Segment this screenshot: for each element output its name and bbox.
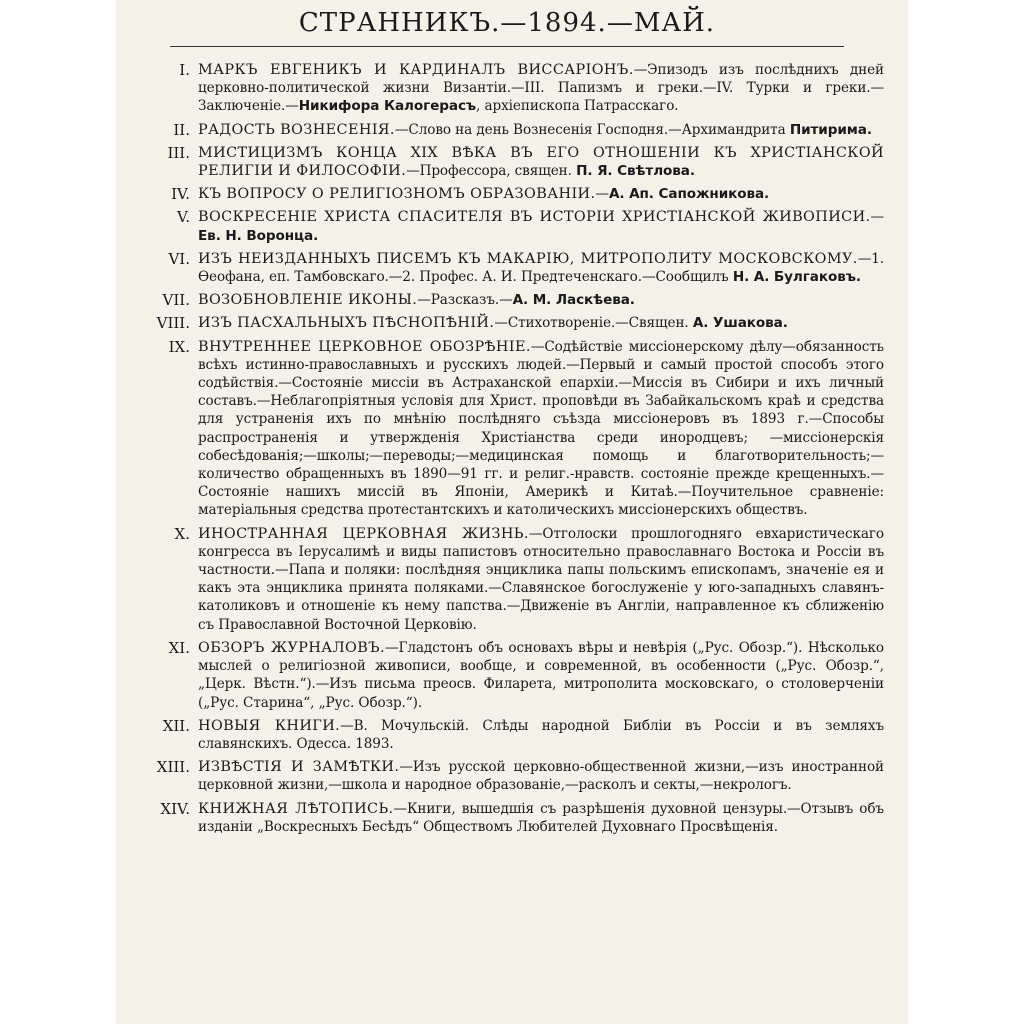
entry-heading: КЪ ВОПРОСУ О РЕЛИГІОЗНОМЪ ОБРАЗОВАНІИ.: [198, 186, 596, 203]
entry-heading: ИЗЪ НЕИЗДАННЫХЪ ПИСЕМЪ КЪ МАКАРІЮ, МИТРОПОЛИТУ МОСКОВСКОМУ.: [198, 250, 858, 267]
entry-text: —1. Ѳеофана, еп. Тамбовскаго.—2. Профес. А. И. Предтеченскаго.—Сообщилъ: [198, 250, 884, 286]
entry-author: Питирима.: [789, 121, 872, 138]
entry-number: IX.: [168, 337, 190, 356]
toc-entry-1: [130, 61, 884, 116]
toc-entry-14: [130, 800, 884, 836]
entry-author: Н. А. Булгаковъ.: [732, 269, 861, 286]
entry-body: [198, 314, 884, 332]
entry-heading: РАДОСТЬ ВОЗНЕСЕНІЯ.: [198, 121, 395, 138]
entry-text: —Содѣйствіе миссіонерскому дѣлу—обязанность всѣхъ истинно-православныхъ и русскихъ людей.—Первый и самый простой способъ этого содѣйствія.—Состояніе миссіи въ Астраханской епархіи.—Миссія въ Сибири и ихъ личный составъ.—Неблагопріятныя условія для Христ. проповѣди въ Забайкальскомъ краѣ и средства для устраненія ихъ по мнѣнію послѣдняго съѣзда миссіонеровъ въ 1893 г.—Способы распространенія и утвержденія Христіанства среди инородцевъ; —миссіонерскія собесѣдованія;—школы;—переводы;—медицинская помощь и благотворительность;—количество обращенныхъ въ 1890—91 гг. и религ.-нравств. состояніе прежде крещенныхъ.—Состояніе нашихъ миссій въ Японіи, Америкѣ и Китаѣ.—Поучительное сравненіе: матеріальныя средства протестантскихъ и католическихъ миссіонерскихъ обществъ.: [198, 338, 884, 519]
toc-entry-8: [130, 314, 884, 332]
entry-body: [198, 121, 884, 139]
entry-body: [198, 144, 884, 180]
entry-text: —Слово на день Вознесенія Господня.—Архимандрита: [394, 121, 790, 138]
entry-number: II.: [173, 120, 190, 139]
toc-entry-3: [130, 144, 884, 180]
entry-heading: ВОСКРЕСЕНІЕ ХРИСТА СПАСИТЕЛЯ ВЪ ИСТОРІИ ХРИСТІАНСКОЙ ЖИВОПИСИ.: [198, 209, 871, 226]
entry-body: [198, 758, 884, 794]
entry-text: —Стихотвореніе.—Священ.: [494, 315, 693, 332]
entry-heading: МАРКЪ ЕВГЕНИКЪ И КАРДИНАЛЪ ВИССАРІОНЪ.: [198, 62, 634, 78]
entry-author: А. Ушакова.: [692, 315, 788, 332]
entry-heading: ИЗЪ ПАСХАЛЬНЫХЪ ПѢСНОПѢНІЙ.: [198, 315, 495, 332]
toc-entry-2: [130, 121, 884, 139]
toc-entry-4: [130, 185, 884, 203]
entry-heading: ИЗВѢСТІЯ И ЗАМѢТКИ.: [198, 759, 400, 776]
entry-author: Ев. Н. Воронца.: [198, 227, 319, 244]
entry-number: I.: [179, 61, 190, 79]
entry-text: —Эпизодъ изъ послѣднихъ дней церковно-политической жизни Византіи.—III. Папизмъ и греки.—IV. Турки и греки.—Заключеніе.—: [198, 62, 884, 115]
entry-body: [198, 338, 884, 520]
entry-text: —Гладстонъ объ основахъ вѣры и невѣрія („Рус. Обозр.“). Нѣсколько мыслей о религіозной живописи, вообще, и современной, въ особенности („Рус. Обозр.“, „Церк. Вѣстн.“).—Изъ письма преосв. Филарета, митрополита московскаго, о столоверченіи („Рус. Старина“, „Рус. Обозр.“).: [198, 639, 884, 711]
entry-number: XII.: [162, 716, 190, 735]
entry-number: VII.: [162, 291, 190, 310]
toc-entry-6: [130, 250, 884, 286]
entry-heading: ИНОСТРАННАЯ ЦЕРКОВНАЯ ЖИЗНЬ.: [198, 525, 529, 542]
toc-entry-9: [130, 338, 884, 520]
entry-body: [198, 250, 884, 286]
entry-number: XIV.: [160, 799, 190, 818]
entry-body: [198, 639, 884, 712]
entry-author: П. Я. Свѣтлова.: [576, 163, 695, 180]
entry-body: [198, 525, 884, 634]
toc-entry-10: [130, 525, 884, 634]
entry-text: —Разсказъ.—: [417, 292, 513, 309]
entry-heading: МИСТИЦИЗМЪ КОНЦА XIX ВѢКА ВЪ ЕГО ОТНОШЕНІИ КЪ ХРИСТІАНСКОЙ РЕЛИГІИ И ФИЛОСОФІИ.: [198, 144, 884, 180]
entry-author: Никифора Калогерасъ: [298, 98, 477, 115]
toc-entry-11: [130, 639, 884, 712]
entry-body: [198, 61, 884, 116]
entry-author: А. Ап. Сапожникова.: [608, 186, 770, 203]
entry-text: —: [870, 209, 884, 226]
toc-entry-12: [130, 717, 884, 753]
entry-number: V.: [177, 208, 190, 227]
toc-entry-13: [130, 758, 884, 794]
entry-text: —: [595, 186, 609, 203]
entry-heading: ОБЗОРЪ ЖУРНАЛОВЪ.: [198, 639, 385, 656]
journal-page: [116, 0, 908, 1024]
entry-text: —Отголоски прошлогодняго евхаристическаго конгресса въ Іерусалимѣ и виды папистовъ относительно православнаго Востока и Россіи въ частности.—Папа и поляки: послѣдняя энциклика папы польскимъ епископамъ, значеніе ея и какъ эта энциклика принята поляками.—Славянское богослуженіе у юго-западныхъ славянъ-католиковъ и отношеніе къ нему папства.—Движеніе въ Англіи, направленное къ сближенію съ Православной Восточной Церковію.: [198, 525, 884, 633]
entry-number: XIII.: [156, 758, 190, 777]
entry-text: —Профессора, священ.: [406, 163, 577, 180]
entry-text: —Изъ русской церковно-общественной жизни,—изъ иностранной церковной жизни,—школа и народное образованіе,—расколъ и секты,—некрологъ.: [198, 759, 885, 794]
entry-number: VI.: [168, 249, 190, 268]
entry-body: [198, 185, 884, 203]
entry-heading: КНИЖНАЯ ЛѢТОПИСЬ.: [198, 800, 394, 817]
entry-number: X.: [174, 524, 190, 543]
entry-body: [198, 800, 884, 836]
table-of-contents: [130, 61, 884, 836]
entry-heading: ВОЗОБНОВЛЕНІЕ ИКОНЫ.: [198, 292, 418, 309]
entry-heading: ВНУТРЕННЕЕ ЦЕРКОВНОЕ ОБОЗРѢНІЕ.: [198, 338, 531, 355]
entry-body: [198, 291, 884, 309]
entry-author: А. М. Ласкѣева.: [512, 292, 635, 309]
page-title: СТРАННИКЪ.—1894.—МАЙ.: [170, 0, 844, 47]
entry-body: [198, 717, 884, 753]
entry-body: [198, 208, 884, 244]
entry-number: XI.: [168, 638, 190, 657]
toc-entry-5: [130, 208, 884, 244]
entry-number: III.: [167, 143, 190, 162]
entry-heading: НОВЫЯ КНИГИ.: [198, 717, 341, 734]
entry-tail: , архіепископа Патрасскаго.: [476, 98, 679, 115]
entry-number: IV.: [171, 185, 190, 204]
entry-text: —Книги, вышедшія съ разрѣшенія духовной цензуры.—Отзывъ объ изданіи „Воскресныхъ Бесѣдъ“ Обществомъ Любителей Духовнаго Просвѣщенія.: [198, 800, 884, 835]
entry-number: VIII.: [156, 314, 190, 333]
entry-text: —В. Мочульскій. Слѣды народной Библіи въ Россіи и въ земляхъ славянскихъ. Одесса. 1893.: [198, 717, 885, 752]
toc-entry-7: [130, 291, 884, 309]
